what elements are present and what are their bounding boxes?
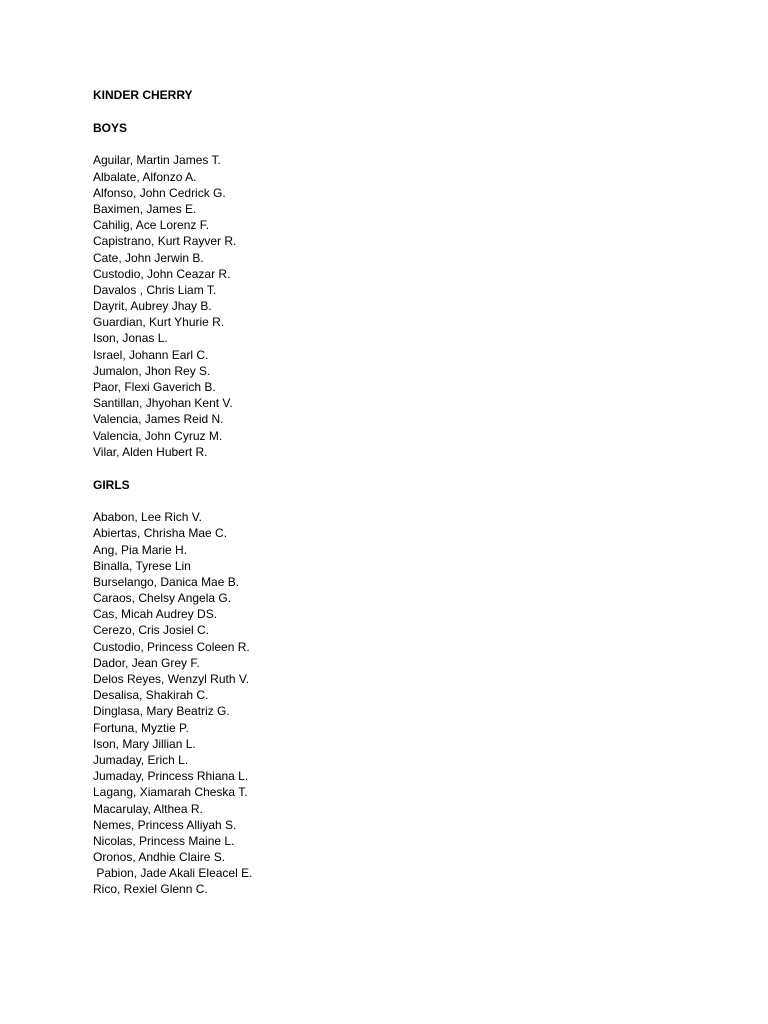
list-item: Paor, Flexi Gaverich B.: [93, 380, 216, 394]
list-item: Valencia, James Reid N.: [93, 412, 224, 427]
spacer: [93, 103, 733, 120]
list-item: Cerezo, Cris Josiel C.: [93, 623, 210, 638]
list-item: Vilar, Alden Hubert R.: [93, 444, 208, 459]
list-item: Jumalon, Jhon Rey S.: [93, 363, 211, 378]
spacer: [93, 136, 733, 152]
list-item: Caraos, Chelsy Angela G.: [93, 591, 232, 606]
list-item: Aguilar, Martin James T.: [93, 153, 221, 168]
list-item: Davalos , Chris Liam T.: [93, 282, 217, 297]
list-item: Dinglasa, Mary Beatriz G.: [93, 704, 230, 719]
list-item: Nemes, Princess Alliyah S.: [93, 817, 237, 832]
girls-list: [93, 509, 733, 898]
list-item: Jumaday, Erich L.: [93, 752, 189, 767]
list-item: Custodio, John Ceazar R.: [93, 266, 231, 281]
list-item: Pabion, Jade Akali Eleacel E.: [93, 866, 253, 881]
list-item: Jumaday, Princess Rhiana L.: [93, 769, 249, 784]
list-item: Valencia, John Cyruz M.: [93, 428, 223, 443]
list-item: Abiertas, Chrisha Mae C.: [93, 526, 228, 541]
spacer: [93, 460, 733, 477]
list-item: Macarulay, Althea R.: [93, 801, 203, 816]
list-item: Fortuna, Myztie P.: [93, 720, 189, 735]
list-item: Rico, Rexiel Glenn C.: [93, 882, 208, 897]
list-item: Cate, John Jerwin B.: [93, 250, 204, 265]
list-item: Ababon, Lee Rich V.: [93, 510, 202, 525]
boys-heading: BOYS: [93, 121, 128, 136]
list-item: Guardian, Kurt Yhurie R.: [93, 315, 225, 330]
list-item: Albalate, Alfonzo A.: [93, 169, 197, 184]
list-item: Capistrano, Kurt Rayver R.: [93, 234, 237, 249]
document-page: [93, 87, 733, 898]
list-item: Dador, Jean Grey F.: [93, 655, 200, 670]
list-item: Lagang, Xiamarah Cheska T.: [93, 785, 248, 800]
list-item: Alfonso, John Cedrick G.: [93, 185, 226, 200]
list-item: Delos Reyes, Wenzyl Ruth V.: [93, 672, 250, 686]
document-title: KINDER CHERRY: [93, 88, 193, 102]
list-item: Custodio, Princess Coleen R.: [93, 639, 250, 654]
list-item: Cas, Micah Audrey DS.: [93, 607, 218, 622]
list-item: Dayrit, Aubrey Jhay B.: [93, 299, 212, 314]
spacer: [93, 493, 733, 509]
list-item: Nicolas, Princess Maine L.: [93, 833, 235, 848]
list-item: Cahilig, Ace Lorenz F.: [93, 218, 210, 233]
list-item: Israel, Johann Earl C.: [93, 347, 209, 362]
boys-list: [93, 152, 733, 460]
list-item: Santillan, Jhyohan Kent V.: [93, 396, 233, 411]
list-item: Oronos, Andhie Claire S.: [93, 850, 226, 865]
list-item: Burselango, Danica Mae B.: [93, 574, 240, 589]
list-item: Ison, Mary Jillian L.: [93, 736, 196, 751]
list-item: Baximen, James E.: [93, 201, 197, 216]
list-item: Binalla, Tyrese Lin: [93, 558, 191, 573]
list-item: Ison, Jonas L.: [93, 331, 168, 346]
list-item: Ang, Pia Marie H.: [93, 542, 188, 557]
list-item: Desalisa, Shakirah C.: [93, 688, 209, 703]
girls-heading: GIRLS: [93, 477, 130, 492]
